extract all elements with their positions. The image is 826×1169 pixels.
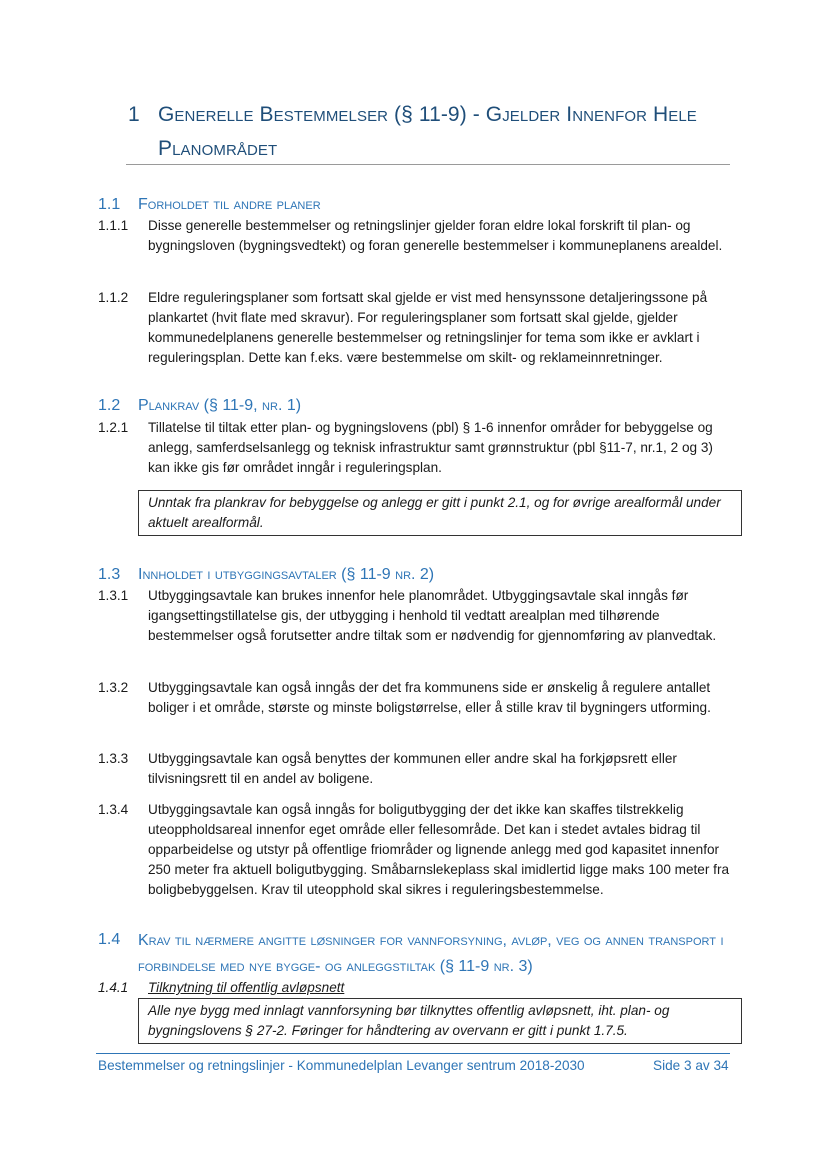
- clause-subtitle: Tilknytning til offentlig avløpsnett: [148, 980, 345, 995]
- footer-divider: [96, 1053, 730, 1054]
- section-number: 1.4: [98, 931, 121, 948]
- footer-document-title: Bestemmelser og retningslinjer - Kommunedelplan Levanger sentrum 2018-2030: [98, 1058, 585, 1073]
- section-title: Plankrav (§ 11-9, nr. 1): [138, 397, 302, 414]
- section-number: 1.1: [98, 196, 121, 213]
- clause-text: Tillatelse til tiltak etter plan- og bygningslovens (pbl) § 1-6 innenfor områder for bebyggelse og anlegg, samferdselsanlegg og teknisk infrastruktur samt grønnstruktur (pbl §11-7, nr.1, 2 og 3) kan ikke gis før området inngår i reguleringsplan.: [148, 420, 713, 475]
- section-title: Forholdet til andre planer: [138, 196, 321, 213]
- clause-text: Utbyggingsavtale kan også inngås der det fra kommunens side er ønskelig å regulere antallet boliger i et område, største og minste boligstørrelse, eller å stille krav til bygningers utforming.: [148, 680, 711, 715]
- clause-number: 1.4.1: [98, 980, 129, 995]
- clause-number: 1.1.1: [98, 218, 129, 233]
- clause-number: 1.1.2: [98, 290, 129, 305]
- clause-number: 1.3.1: [98, 588, 129, 603]
- section-title: Innholdet i utbyggingsavtaler (§ 11-9 nr. 2): [138, 566, 435, 583]
- heading-divider: [126, 164, 730, 165]
- section-number: 1.2: [98, 397, 121, 414]
- clause-number: 1.3.2: [98, 680, 129, 695]
- clause-number: 1.3.3: [98, 751, 129, 766]
- clause-number: 1.2.1: [98, 420, 129, 435]
- clause-text: Utbyggingsavtale kan også inngås for boligutbygging der det ikke kan skaffes tilstrekkelig uteoppholdsareal innenfor eget område eller fellesområde. Det kan i stedet avtales bidrag til opparbeidelse og utstyr på offentlige friområder og lignende anlegg med god kapasitet innenfor 250 meter fra aktuell boligutbygging. Småbarnslekeplass skal imidlertid ligge maks 100 meter fra boligbebyggelsen. Krav til uteopphold skal sikres i reguleringsbestemmelse.: [148, 802, 730, 897]
- clause-text: Utbyggingsavtale kan brukes innenfor hele planområdet. Utbyggingsavtale skal inngås før igangsettingstillatelse gis, der utbygging i henhold til vedtatt arealplan med tilhørende bestemmelser også forutsetter andre tiltak som er nødvendig for gjennomføring av planvedtak.: [148, 588, 717, 643]
- chapter-number: 1: [128, 103, 140, 126]
- chapter-title: Generelle Bestemmelser (§ 11-9) - Gjelder Innenfor Hele Planområdet: [158, 103, 697, 160]
- page-number: Side 3 av 34: [653, 1058, 729, 1073]
- clause-text: Eldre reguleringsplaner som fortsatt skal gjelde er vist med hensynssone detaljeringssone på plankartet (hvit flate med skravur). For reguleringsplaner som fortsatt skal gjelde, gjelder kommunedelplanens generelle bestemmelser og retningslinjer for tema som ikke er avklart i reguleringsplan. Dette kan f.eks. være bestemmelse om skilt- og reklameinnretninger.: [148, 290, 708, 365]
- avlop-note: Alle nye bygg med innlagt vannforsyning bør tilknyttes offentlig avløpsnett, iht. plan- og bygningslovens § 27-2. Føringer for håndtering av overvann er gitt i punkt 1.7.5.: [138, 998, 742, 1044]
- clause-text: Utbyggingsavtale kan også benyttes der kommunen eller andre skal ha forkjøpsrett eller tilvisningsrett til en andel av boligene.: [148, 751, 677, 786]
- clause-number: 1.3.4: [98, 802, 129, 817]
- clause-text: Disse generelle bestemmelser og retningslinjer gjelder foran eldre lokal forskrift til plan- og bygningsloven (bygningsvedtekt) og foran generelle bestemmelser i kommuneplanens arealdel.: [148, 218, 723, 253]
- section-number: 1.3: [98, 566, 121, 583]
- section-title: Krav til nærmere angitte løsninger for vannforsyning, avløp, veg og annen transport i forbindelse med nye bygge- og anleggstiltak (§ 11-9 nr. 3): [138, 932, 724, 975]
- plankrav-exception-note: Unntak fra plankrav for bebyggelse og anlegg er gitt i punkt 2.1, og for øvrige arealformål under aktuelt arealformål.: [138, 490, 742, 536]
